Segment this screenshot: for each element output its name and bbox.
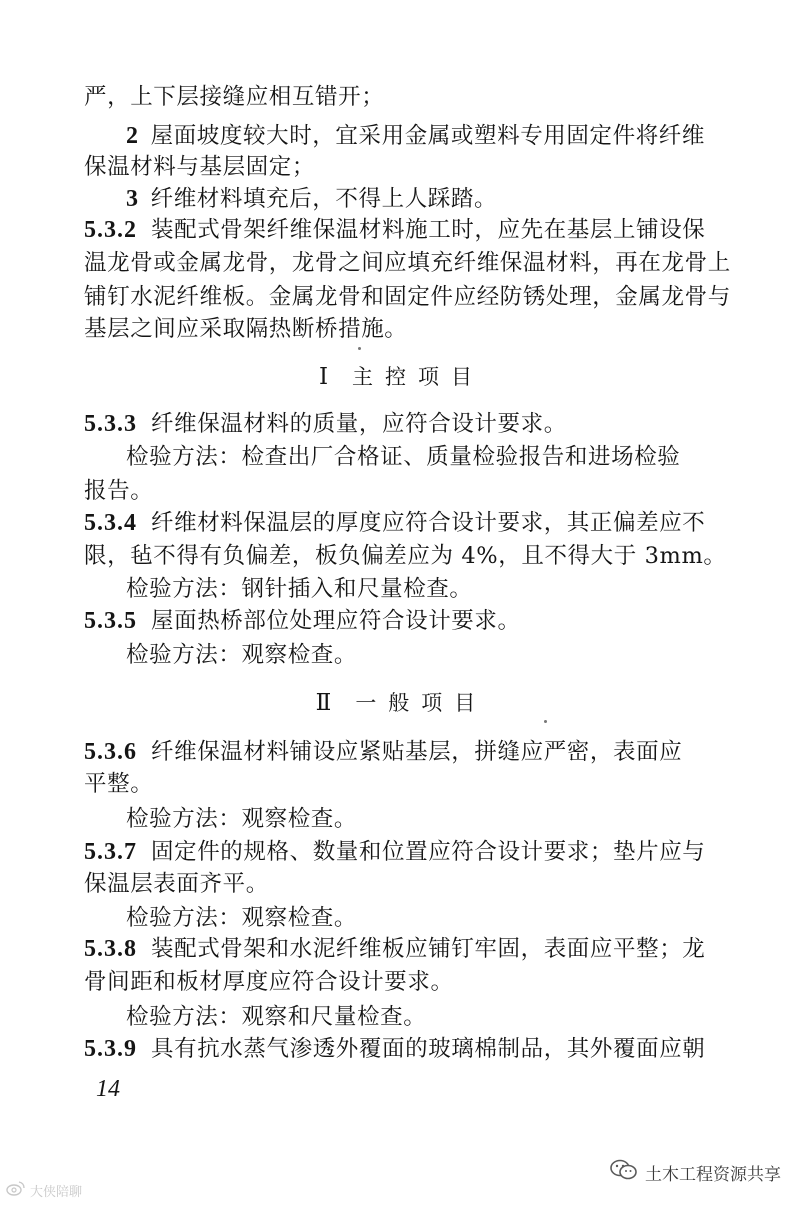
line-text: 温龙骨或金属龙骨，龙骨之间应填充纤维保温材料，再在龙骨上 bbox=[84, 250, 731, 276]
clause-number: 5.3.9 bbox=[84, 1036, 137, 1062]
scan-speck bbox=[358, 347, 361, 350]
line-text: 检验方法：观察检查。 bbox=[126, 806, 358, 832]
clause-5-3-8 bbox=[84, 934, 705, 964]
inspection-method bbox=[126, 903, 357, 933]
text-line bbox=[84, 769, 153, 799]
clause-number: 5.3.5 bbox=[84, 608, 137, 634]
text-line bbox=[84, 152, 315, 182]
line-text: 固定件的规格、数量和位置应符合设计要求；垫片应与 bbox=[151, 839, 706, 865]
clause-number: 5.3.2 bbox=[84, 217, 137, 243]
line-text: 装配式骨架和水泥纤维板应铺钉牢固，表面应平整；龙 bbox=[151, 936, 706, 962]
line-text: 报告。 bbox=[84, 478, 154, 504]
inspection-method bbox=[126, 574, 473, 604]
page-number: 14 bbox=[96, 1076, 120, 1102]
line-text: 纤维材料保温层的厚度应符合设计要求，其正偏差应不 bbox=[151, 510, 706, 536]
line-text: 基层之间应采取隔热断桥措施。 bbox=[84, 316, 408, 342]
clause-5-3-7 bbox=[84, 837, 705, 867]
line-text: 屋面坡度较大时，宜采用金属或塑料专用固定件将纤维 bbox=[150, 123, 706, 149]
clause-5-3-6 bbox=[84, 737, 682, 767]
clause-number: 5.3.7 bbox=[84, 839, 137, 865]
text-line bbox=[84, 282, 731, 312]
clause-number: 5.3.4 bbox=[84, 510, 137, 536]
watermark-text: 大侠陪聊 bbox=[30, 1184, 83, 1200]
text-line bbox=[84, 314, 407, 344]
weibo-icon bbox=[6, 1180, 26, 1200]
item-number: 2 bbox=[126, 123, 139, 149]
text-line bbox=[84, 82, 384, 112]
line-text: 检验方法：观察检查。 bbox=[126, 642, 358, 668]
clause-5-3-2 bbox=[84, 215, 705, 245]
line-text: 纤维保温材料的质量，应符合设计要求。 bbox=[151, 411, 567, 437]
line-text: 纤维保温材料铺设应紧贴基层，拼缝应严密，表面应 bbox=[151, 739, 683, 765]
inspection-method bbox=[126, 1002, 426, 1032]
item-number: 3 bbox=[126, 186, 139, 212]
line-text: 屋面热桥部位处理应符合设计要求。 bbox=[151, 608, 521, 634]
line-text: 检验方法：检查出厂合格证、质量检验报告和进场检验 bbox=[126, 444, 681, 470]
watermark-text: 土木工程资源共享 bbox=[645, 1165, 781, 1185]
clause-5-3-9 bbox=[84, 1034, 705, 1064]
scan-speck bbox=[544, 720, 547, 723]
clause-5-3-4 bbox=[84, 508, 705, 538]
watermark-right bbox=[609, 1158, 781, 1187]
clause-number: 5.3.6 bbox=[84, 739, 137, 765]
line-text: 限，毡不得有负偏差，板负偏差应为 4%，且不得大于 3mm。 bbox=[84, 543, 727, 569]
inspection-method bbox=[126, 640, 357, 670]
inspection-method bbox=[126, 442, 680, 472]
line-text: 骨间距和板材厚度应符合设计要求。 bbox=[84, 969, 454, 995]
section-heading-general bbox=[0, 688, 803, 718]
text-line bbox=[84, 967, 454, 997]
watermark-left bbox=[6, 1180, 82, 1200]
clause-5-3-5 bbox=[84, 606, 521, 636]
line-text: 纤维材料填充后，不得上人踩踏。 bbox=[150, 186, 498, 212]
wechat-icon bbox=[609, 1158, 639, 1187]
line-text: 装配式骨架纤维保温材料施工时，应先在基层上铺设保 bbox=[151, 217, 706, 243]
line-text: 检验方法：观察和尺量检查。 bbox=[126, 1004, 427, 1030]
line-text: 保温层表面齐平。 bbox=[84, 871, 269, 897]
heading-numeral: Ⅱ bbox=[315, 690, 334, 715]
line-text: 铺钉水泥纤维板。金属龙骨和固定件应经防锈处理，金属龙骨与 bbox=[84, 284, 731, 310]
text-line bbox=[84, 541, 727, 571]
text-line bbox=[84, 248, 731, 278]
heading-text: 一般项目 bbox=[355, 691, 488, 715]
line-text: 具有抗水蒸气渗透外覆面的玻璃棉制品，其外覆面应朝 bbox=[151, 1036, 706, 1062]
line-text: 检验方法：钢针插入和尺量检查。 bbox=[126, 576, 473, 602]
text-line bbox=[84, 476, 153, 506]
list-item bbox=[126, 121, 705, 151]
line-text: 严，上下层接缝应相互错开； bbox=[84, 84, 385, 110]
list-item bbox=[126, 184, 497, 214]
line-text: 保温材料与基层固定； bbox=[84, 154, 316, 180]
clause-5-3-3 bbox=[84, 409, 567, 439]
line-text: 平整。 bbox=[84, 771, 154, 797]
clause-number: 5.3.3 bbox=[84, 411, 137, 437]
text-line bbox=[84, 869, 269, 899]
line-text: 检验方法：观察检查。 bbox=[126, 905, 358, 931]
inspection-method bbox=[126, 804, 357, 834]
heading-numeral: Ⅰ bbox=[318, 364, 331, 389]
heading-text: 主控项目 bbox=[352, 365, 485, 389]
section-heading-main-control bbox=[0, 362, 803, 392]
clause-number: 5.3.8 bbox=[84, 936, 137, 962]
